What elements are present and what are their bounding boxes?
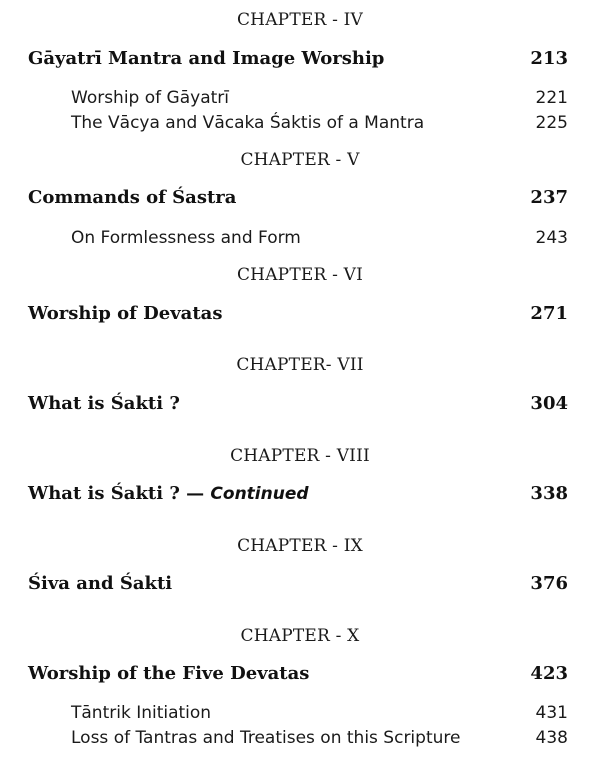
entry-title: Worship of Devatas (28, 303, 223, 324)
chapter-heading-5: CHAPTER - V (240, 150, 360, 170)
chapter-heading-4: CHAPTER - IV (236, 10, 364, 30)
entry-page-number: 338 (530, 483, 568, 504)
entry-title-continued: Continued (210, 484, 309, 504)
chapter-heading-7: CHAPTER- VII (236, 355, 364, 375)
toc-subentry[interactable] (71, 228, 568, 250)
entry-title (28, 483, 309, 504)
toc-entry-chapter-4[interactable] (28, 48, 568, 72)
entry-title: Commands of Śastra (28, 187, 237, 208)
entry-page-number: 423 (530, 663, 568, 684)
toc-entry-chapter-5[interactable] (28, 187, 568, 211)
entry-page-number: 237 (530, 187, 568, 208)
toc-entry-chapter-7[interactable] (28, 393, 568, 417)
subentry-page-number: 221 (535, 88, 568, 108)
entry-title: What is Śakti ? (28, 393, 180, 414)
toc-subentry[interactable] (71, 88, 568, 110)
chapter-heading-9: CHAPTER - IX (237, 536, 363, 556)
subentry-title: Tāntrik Initiation (71, 703, 212, 723)
toc-entry-chapter-8[interactable] (28, 483, 568, 507)
entry-title-main: What is Śakti ? — (28, 483, 211, 504)
toc-entry-chapter-10[interactable] (28, 663, 568, 687)
entry-page-number: 271 (530, 303, 568, 324)
entry-title: Gāyatrī Mantra and Image Worship (28, 48, 385, 69)
chapter-heading-6: CHAPTER - VI (236, 265, 364, 285)
subentry-title: The Vācya and Vācaka Śaktis of a Mantra (71, 113, 425, 133)
subentry-page-number: 225 (535, 113, 568, 133)
toc-subentry[interactable] (71, 703, 568, 725)
entry-page-number: 213 (530, 48, 568, 69)
entry-title: Śiva and Śakti (28, 573, 173, 594)
subentry-title: Loss of Tantras and Treatises on this Scripture (71, 728, 461, 748)
entry-page-number: 376 (530, 573, 568, 594)
subentry-title: On Formlessness and Form (71, 228, 301, 248)
subentry-title: Worship of Gāyatrī (71, 88, 229, 108)
entry-title: Worship of the Five Devatas (28, 663, 310, 684)
subentry-page-number: 243 (535, 228, 568, 248)
entry-page-number: 304 (530, 393, 568, 414)
chapter-heading-10: CHAPTER - X (240, 626, 360, 646)
toc-entry-chapter-9[interactable] (28, 573, 568, 597)
chapter-heading-8: CHAPTER - VIII (230, 446, 370, 466)
toc-entry-chapter-6[interactable] (28, 303, 568, 327)
subentry-page-number: 431 (535, 703, 568, 723)
toc-subentry[interactable] (71, 113, 568, 135)
toc-subentry[interactable] (71, 728, 568, 750)
subentry-page-number: 438 (535, 728, 568, 748)
